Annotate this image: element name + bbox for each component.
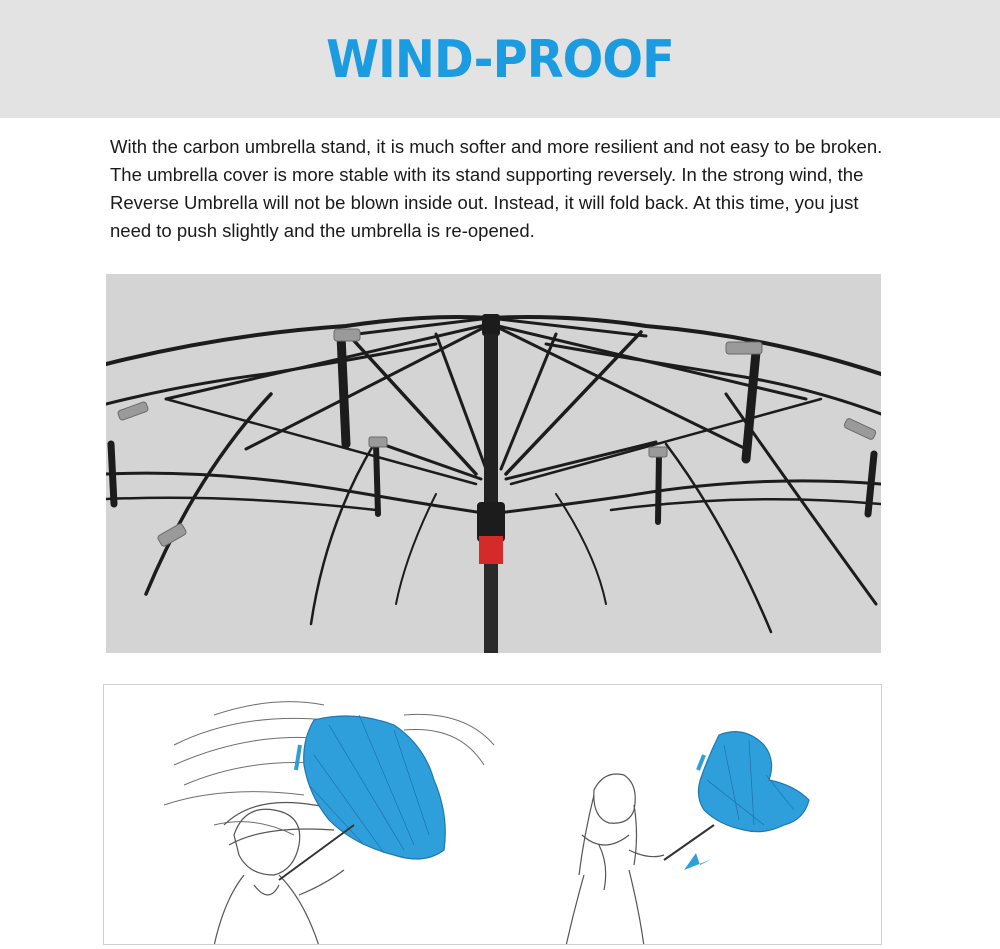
description-line-4: need to push slightly and the umbrella is re-opened. [110, 220, 535, 241]
arrow-icon [684, 853, 712, 870]
description-line-3: Reverse Umbrella will not be blown inside out. Instead, it will fold back. At this time, you just [110, 192, 859, 213]
description-line-2: The umbrella cover is more stable with its stand supporting reversely. In the strong wind, the [110, 164, 864, 185]
umbrella-frame-icon [106, 274, 881, 653]
wind-illustration-panel [103, 684, 882, 945]
wind-scenes-icon [104, 685, 882, 945]
page-title: WIND-PROOF [326, 30, 674, 90]
umbrella-frame-photo [106, 274, 881, 653]
description-text [110, 133, 900, 245]
description-line-1: With the carbon umbrella stand, it is much softer and more resilient and not easy to be broken. [110, 136, 883, 157]
